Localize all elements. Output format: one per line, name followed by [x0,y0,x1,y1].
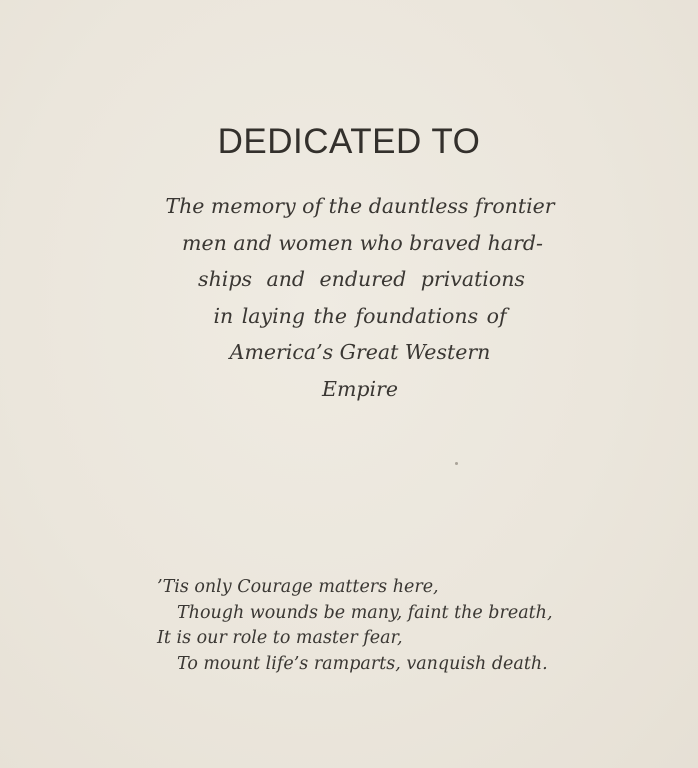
dedication-text [120,188,600,407]
dedication-line: in laying the foundations of [213,303,507,328]
dedication-line: men and women who braved hard- [182,230,543,255]
dedication-line: ships and endured privations [198,267,525,291]
paper-speck [455,462,458,465]
poem-line: ’Tis only Courage matters here, [157,577,439,597]
dedication-line: America’s Great Western [229,340,491,364]
poem-line: To mount life’s ramparts, vanquish death. [177,653,548,674]
poem-line: It is our role to master fear, [157,628,403,648]
poem-line: Though wounds be many, faint the breath, [177,602,553,623]
dedication-line: The memory of the dauntless frontier [165,194,555,218]
dedication-heading: DEDICATED TO [217,122,481,161]
poem-verse [157,575,553,677]
dedication-line: Empire [321,376,398,401]
